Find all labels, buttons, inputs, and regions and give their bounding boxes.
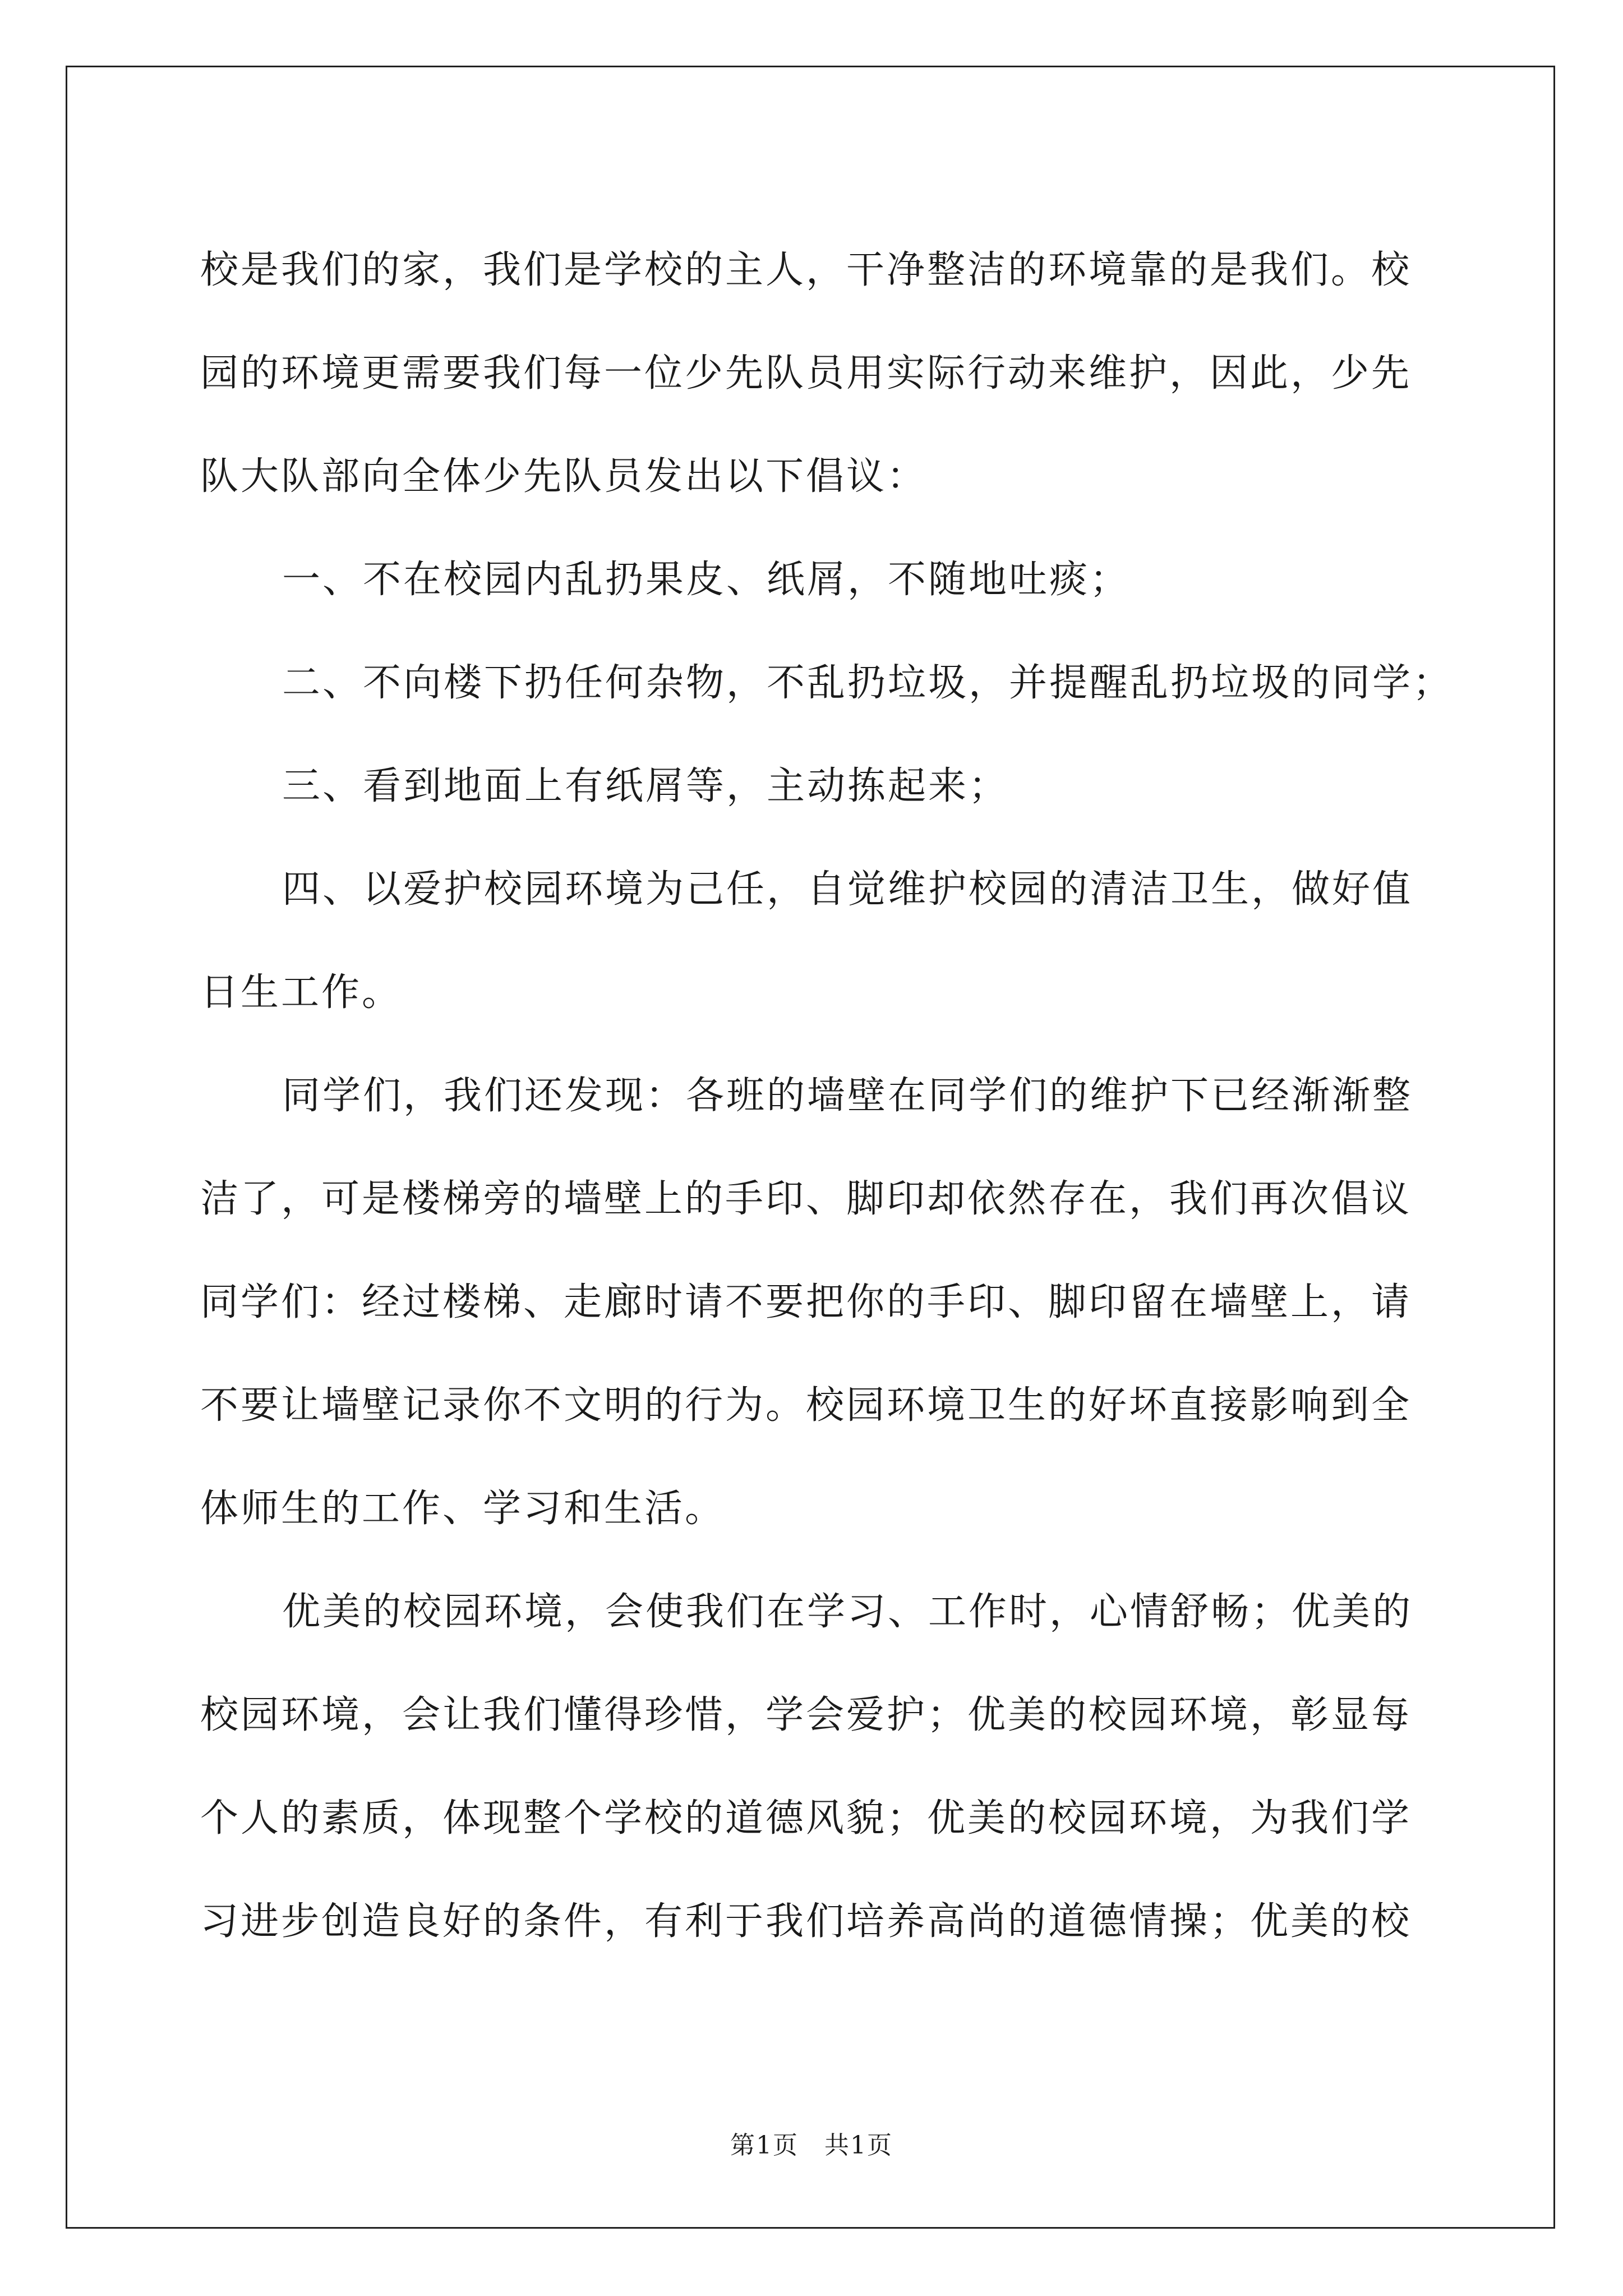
page-number-footer: 第1页 共1页 [730,2131,893,2160]
text-line-13: 体师生的工作、学习和生活。 [200,1487,726,1531]
text-line-12: 不要让墙壁记录你不文明的行为。校园环境卫生的好坏直接影响到全 [200,1383,1412,1428]
text-line-3: 队大队部向全体少先队员发出以下倡议： [200,454,928,499]
document-body [200,219,1454,1973]
text-line-5: 二、不向楼下扔任何杂物，不乱扔垃圾，并提醒乱扔垃圾的同学； [282,661,1454,705]
text-line-10: 洁了，可是楼梯旁的墙壁上的手印、脚印却依然存在，我们再次倡议 [200,1177,1412,1221]
text-line-2: 园的环境更需要我们每一位少先队员用实际行动来维护，因此，少先 [200,351,1412,395]
text-line-4: 一、不在校园内乱扔果皮、纸屑，不随地吐痰； [282,558,1131,602]
text-line-17: 习进步创造良好的条件，有利于我们培养高尚的道德情操；优美的校 [200,1899,1412,1944]
text-line-11: 同学们：经过楼梯、走廊时请不要把你的手印、脚印留在墙壁上，请 [200,1280,1412,1324]
text-line-15: 校园环境，会让我们懂得珍惜，学会爱护；优美的校园环境，彰显每 [200,1693,1412,1737]
text-line-7: 四、以爱护校园环境为己任，自觉维护校园的清洁卫生，做好值 [282,867,1413,912]
text-line-16: 个人的素质，体现整个学校的道德风貌；优美的校园环境，为我们学 [200,1796,1412,1841]
text-line-1: 校是我们的家，我们是学校的主人，干净整洁的环境靠的是我们。校 [200,248,1412,292]
text-line-14: 优美的校园环境，会使我们在学习、工作时，心情舒畅；优美的 [282,1590,1413,1634]
text-line-8: 日生工作。 [200,970,403,1015]
text-line-6: 三、看到地面上有纸屑等，主动拣起来； [282,764,1009,808]
text-line-9: 同学们，我们还发现：各班的墙壁在同学们的维护下已经渐渐整 [282,1074,1413,1118]
